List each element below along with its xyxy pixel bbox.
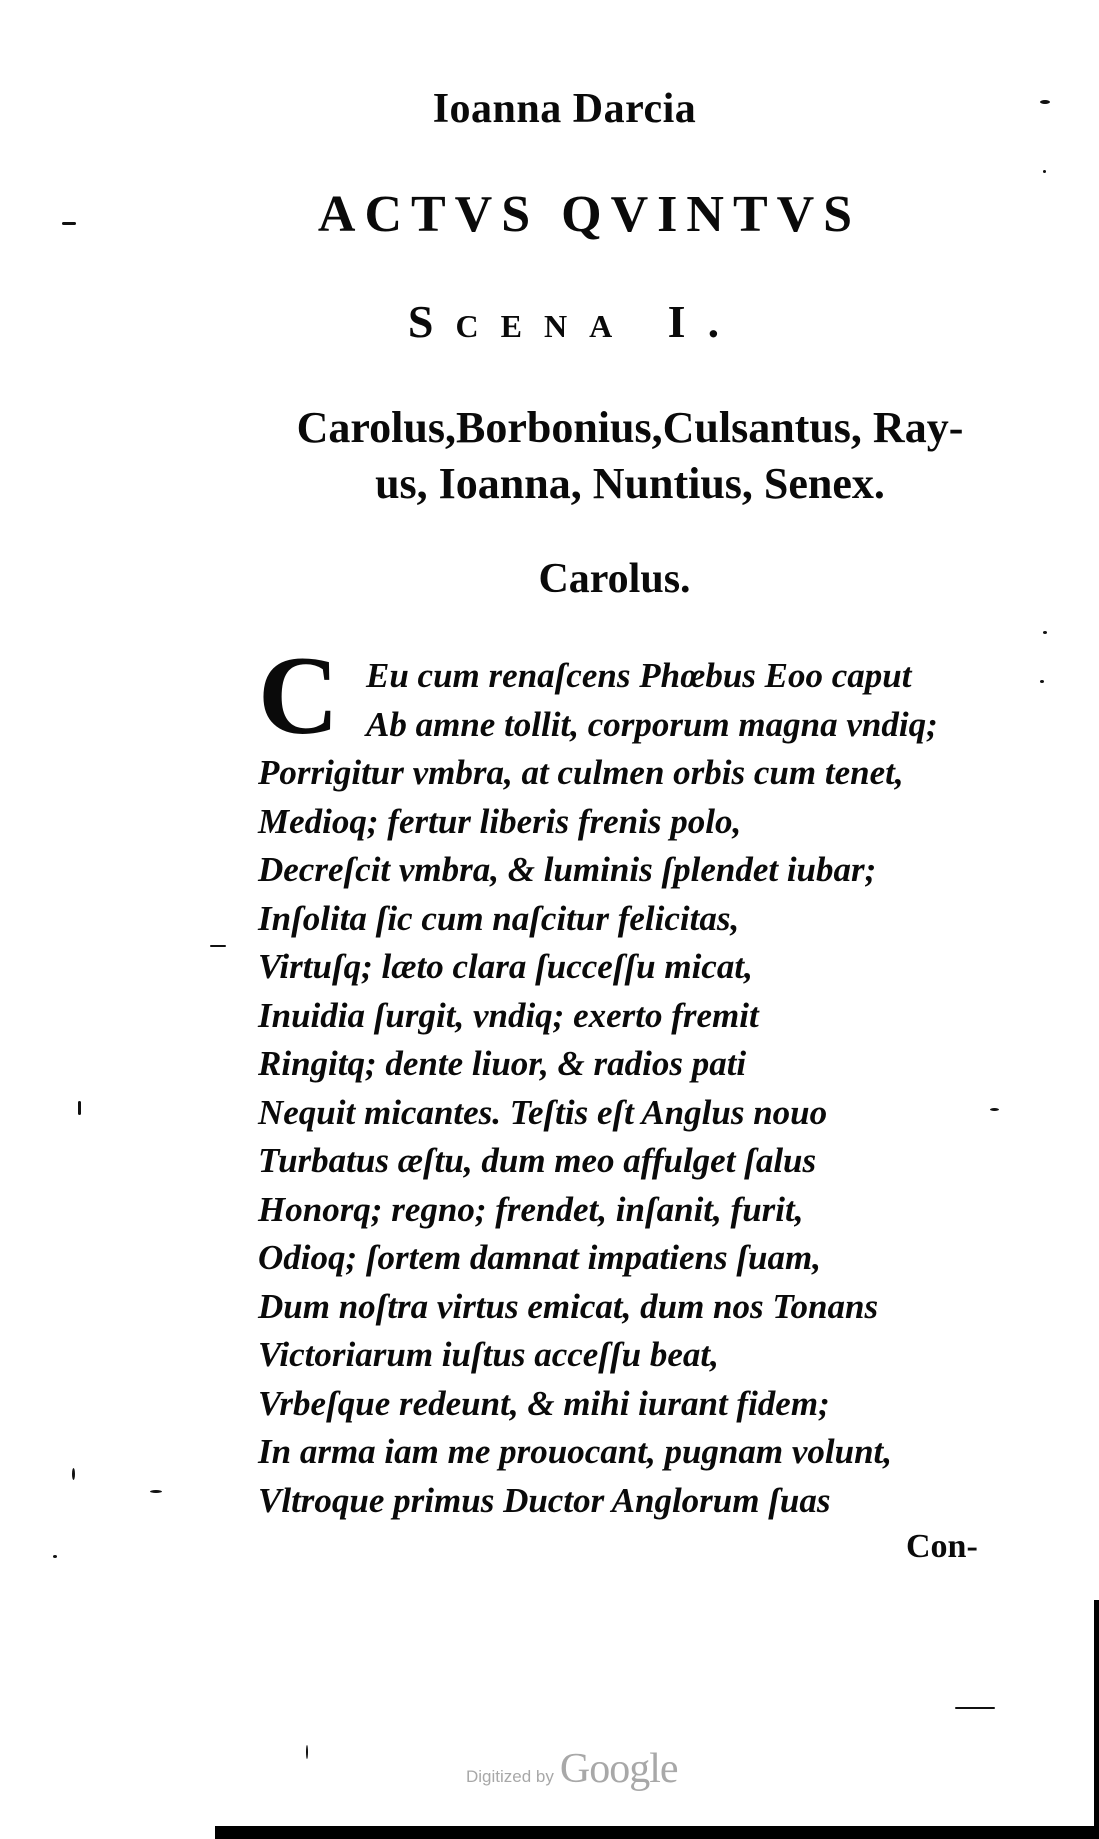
dramatis-personae [255, 400, 1005, 512]
verse-line: Decreſcit vmbra, & luminis ſplendet iubar; [258, 850, 877, 889]
page-right-edge [1094, 1600, 1099, 1839]
scan-speck [78, 1101, 81, 1115]
page-bottom-edge [215, 1826, 1099, 1839]
act-title: ACTVS QVINTVS [317, 186, 862, 243]
scan-speck [955, 1707, 995, 1709]
digitized-watermark [466, 1745, 678, 1793]
scan-speck [1043, 170, 1046, 173]
verse-line: Medioq; fertur liberis frenis polo, [258, 801, 742, 841]
verse-line: Ab amne tollit, corporum magna vndiq; [366, 704, 938, 744]
scan-speck [210, 945, 226, 947]
scan-speck [53, 1555, 57, 1558]
scan-speck [1043, 631, 1047, 634]
verse-line: Honorq; regno; frendet, inſanit, furit, [258, 1189, 804, 1229]
verse-line: Odioq; ſortem damnat impatiens ſuam, [258, 1238, 821, 1277]
verse-line: Nequit micantes. Teſtis eſt Anglus nouo [258, 1092, 828, 1132]
scan-speck [72, 1468, 75, 1480]
scan-speck [1040, 680, 1044, 683]
google-logo: Google [559, 1746, 678, 1792]
personae-line: Carolus,Borbonius,Culsantus, Ray- [296, 403, 964, 452]
catchword: Con- [906, 1528, 978, 1565]
verse-line: Ringitq; dente liuor, & radios pati [258, 1044, 747, 1083]
verse-line: Virtuſq; læto clara ſucceſſu micat, [258, 947, 753, 986]
personae-line: us, Ioanna, Nuntius, Senex. [375, 459, 885, 508]
verse-line: Victoriarum iuſtus acceſſu beat, [258, 1335, 719, 1374]
verse-line: Inuidia ſurgit, vndiq; exerto fremit [258, 995, 759, 1035]
scan-speck [62, 222, 76, 225]
watermark-prefix: Digitized by [466, 1767, 554, 1786]
scan-speck [150, 1490, 162, 1493]
verse-line: Vltroque primus Ductor Anglorum ſuas [258, 1480, 831, 1520]
verse-line: Dum noſtra virtus emicat, dum nos Tonans [258, 1286, 879, 1326]
speaker-name: Carolus. [538, 556, 691, 602]
scan-speck [1040, 100, 1050, 104]
scan-speck [990, 1108, 999, 1111]
verse-line: Porrigitur vmbra, at culmen orbis cum tenet, [258, 753, 904, 792]
verse-line: Turbatus æſtu, dum meo affulget ſalus [258, 1141, 817, 1180]
verse-block [258, 634, 1018, 1525]
verse-line: Vrbeſque redeunt, & mihi iurant fidem; [258, 1383, 830, 1423]
running-head: Ioanna Darcia [432, 86, 697, 132]
drop-cap: C [258, 634, 339, 758]
scene-title: Scena I. [407, 296, 742, 347]
verse-line: Inſolita ſic cum naſcitur felicitas, [258, 898, 740, 938]
scan-speck [306, 1745, 308, 1759]
verse-line: In arma iam me prouocant, pugnam volunt, [258, 1432, 893, 1471]
verse-line: Eu cum renaſcens Phœbus Eoo caput [366, 656, 912, 695]
